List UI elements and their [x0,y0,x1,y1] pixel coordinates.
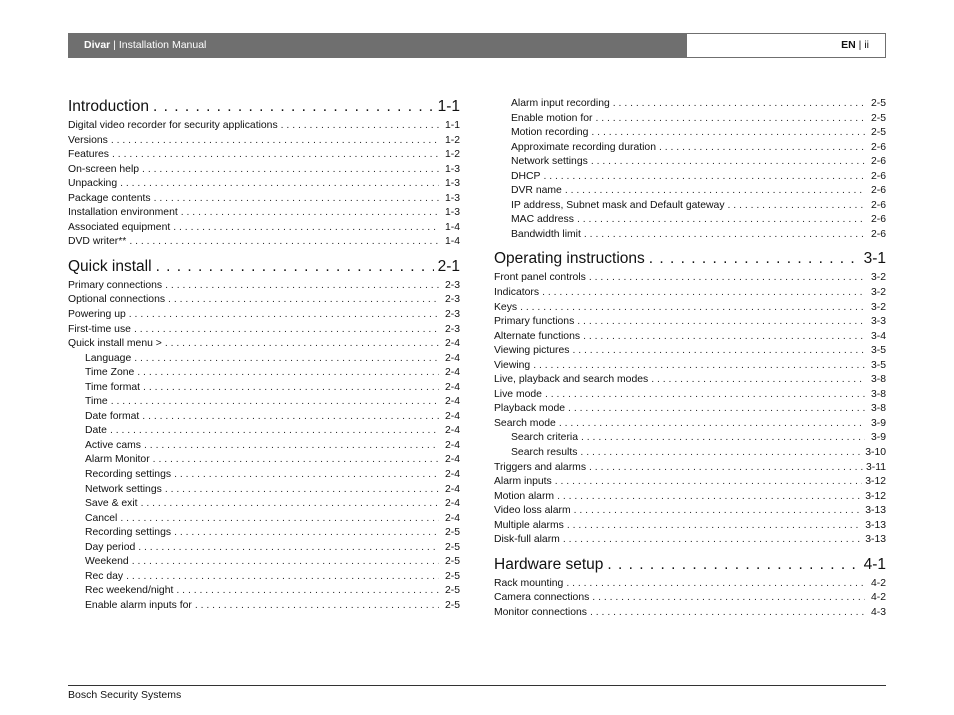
toc-subentry[interactable] [494,228,886,243]
toc-entry[interactable] [68,119,460,134]
toc-dot-leader [112,148,439,163]
toc-entry[interactable] [494,533,886,548]
toc-title: Recording settings [85,527,172,539]
toc-subentry[interactable] [68,410,460,425]
toc-page-number: 2-4 [444,498,460,510]
toc-page-number: 3-2 [870,301,886,313]
toc-entry[interactable] [68,323,460,338]
toc-subentry[interactable] [68,555,460,570]
toc-subentry[interactable] [68,468,460,483]
toc-dot-leader [545,388,865,403]
toc-dot-leader [728,199,865,214]
toc-subentry[interactable] [494,97,886,112]
toc-dot-leader [168,293,439,308]
toc-dot-leader [142,163,439,178]
toc-page-number: 1-4 [444,221,460,233]
toc-dot-leader [591,155,865,170]
toc-page-number: 1-1 [444,120,460,131]
toc-page-number: 2-3 [444,279,460,291]
toc-title: MAC address [511,214,574,226]
toc-page-number: 2-1 [437,257,460,275]
toc-entry[interactable] [494,286,886,301]
toc-title: Playback mode [494,403,566,415]
toc-dot-leader [173,221,439,236]
toc-page-number: 4-2 [870,577,886,589]
toc-title: Rec day [85,570,124,582]
toc-dot-leader [659,141,865,156]
toc-dot-leader [134,352,439,367]
toc-page-number: 1-3 [444,207,460,219]
toc-dot-leader [574,504,863,519]
toc-page-number: 2-5 [444,599,460,611]
toc-dot-leader [590,606,865,621]
footer-rule [68,685,886,686]
toc-page-number: 2-4 [444,367,460,379]
toc-title: Date [85,425,107,437]
toc-subentry[interactable] [494,112,886,127]
toc-dot-leader [138,541,439,556]
toc-page-number: 1-4 [444,236,460,248]
toc-page-number: 2-5 [444,541,460,553]
toc-title: Camera connections [494,592,590,604]
toc-subentry[interactable] [494,431,886,446]
toc-dot-leader [120,177,439,192]
toc-entry[interactable] [494,461,886,476]
toc-title: Disk-full alarm [494,534,560,546]
toc-subentry[interactable] [68,381,460,396]
toc-dot-leader [568,402,865,417]
toc-title: Search criteria [511,432,578,444]
toc-title: Enable alarm inputs for [85,599,192,611]
toc-page-number: 2-6 [870,170,886,182]
toc-title: Primary functions [494,316,575,328]
toc-title: Unpacking [68,178,118,190]
toc-dot-leader [589,271,865,286]
toc-dot-leader [613,97,865,112]
page-header [68,33,886,58]
header-separator: | [110,39,119,51]
toc-dot-leader [137,366,439,381]
toc-entry[interactable] [68,337,460,352]
toc-title: Keys [494,301,518,313]
toc-dot-leader [595,112,865,127]
toc-title: Digital video recorder for security applications [68,120,278,131]
toc-title: Search mode [494,417,556,429]
toc-title: Indicators [494,287,540,299]
toc-entry[interactable] [68,163,460,178]
toc-subentry[interactable] [68,570,460,585]
toc-entry[interactable] [68,206,460,221]
toc-page-number: 3-3 [870,316,886,328]
toc-subentry[interactable] [494,184,886,199]
toc-dot-leader [592,591,865,606]
toc-title: Active cams [85,439,142,451]
toc-page-number: 2-5 [444,585,460,597]
toc-page-number: 2-6 [870,141,886,153]
toc-title: Rec weekend/night [85,585,174,597]
toc-title: Viewing pictures [494,345,570,357]
toc-page-number: 3-2 [870,272,886,284]
toc-dot-leader [572,344,865,359]
toc-entry[interactable] [494,330,886,345]
toc-dot-leader [577,213,865,228]
toc-title: Video loss alarm [494,505,571,517]
toc-dot-leader [142,410,439,425]
toc-page-number: 2-6 [870,199,886,211]
toc-page-number: 2-3 [444,294,460,306]
toc-title: Optional connections [68,294,166,306]
toc-title: Installation environment [68,207,178,219]
toc-subentry[interactable] [68,541,460,556]
toc-page-number: 3-8 [870,403,886,415]
toc-dot-leader [563,533,862,548]
toc-dot-leader [153,96,434,118]
toc-page-number: 3-13 [865,519,886,531]
toc-entry[interactable] [68,293,460,308]
toc-subentry[interactable] [494,126,886,141]
toc-page-number: 2-5 [444,556,460,568]
toc-dot-leader [577,315,865,330]
toc-title: Save & exit [85,498,138,510]
toc-subentry[interactable] [68,497,460,512]
toc-entry[interactable] [68,192,460,207]
toc-dot-leader [649,248,860,270]
toc-page-number: 2-5 [870,112,886,124]
toc-page-number: 2-6 [870,185,886,197]
toc-title: First-time use [68,323,131,335]
toc-page-number: 3-12 [865,476,886,488]
toc-page-number: 2-5 [870,98,886,109]
toc-page-number: 2-4 [444,469,460,481]
toc-page-number: 3-13 [865,505,886,517]
toc-left-column [68,96,460,614]
toc-title: Day period [85,541,136,553]
toc-dot-leader [559,417,865,432]
toc-subentry[interactable] [68,352,460,367]
toc-page-number: 3-9 [870,417,886,429]
toc-dot-leader [542,286,865,301]
header-page-number: ii [864,39,869,51]
toc-title: Rack mounting [494,577,564,589]
toc-title: Primary connections [68,279,163,291]
toc-subentry[interactable] [68,366,460,381]
toc-title: Versions [68,134,108,146]
toc-dot-leader [557,490,862,505]
toc-section-heading[interactable] [68,256,460,278]
header-title-bar [68,33,686,58]
toc-title: Features [68,149,110,161]
toc-dot-leader [581,431,865,446]
toc-subentry[interactable] [494,170,886,185]
toc-page-number: 2-4 [444,425,460,437]
toc-entry[interactable] [68,221,460,236]
toc-dot-leader [566,577,865,592]
toc-dot-leader [174,526,439,541]
toc-title: Multiple alarms [494,519,564,531]
toc-title: Alarm Monitor [85,454,150,466]
toc-page-number: 3-5 [870,359,886,371]
toc-section-heading[interactable] [494,248,886,270]
toc-title: Viewing [494,359,531,371]
toc-dot-leader [543,170,865,185]
toc-title: Monitor connections [494,606,587,618]
toc-page-number: 2-4 [444,338,460,350]
toc-title: DVD writer** [68,236,127,248]
toc-subentry[interactable] [494,199,886,214]
toc-title: Quick install menu > [68,338,162,350]
toc-dot-leader [584,228,865,243]
toc-entry[interactable] [494,344,886,359]
toc-title: Time format [85,381,141,393]
toc-title: Date format [85,410,140,422]
toc-page-number: 1-3 [444,178,460,190]
toc-entry[interactable] [494,490,886,505]
toc-entry[interactable] [68,279,460,294]
toc-title: DVR name [511,185,562,197]
toc-title: Triggers and alarms [494,461,587,473]
toc-subentry[interactable] [68,599,460,614]
header-brand: Divar [84,39,111,51]
toc-entry[interactable] [494,388,886,403]
toc-dot-leader [156,256,434,278]
toc-entry[interactable] [494,519,886,534]
toc-page-number: 2-3 [444,323,460,335]
toc-dot-leader [555,475,862,490]
toc-subentry[interactable] [494,155,886,170]
footer-company: Bosch Security Systems [68,689,182,701]
toc-page-number: 1-2 [444,134,460,146]
toc-dot-leader [520,301,865,316]
toc-dot-leader [111,134,439,149]
toc-page-number: 3-1 [863,250,886,268]
toc-title: On-screen help [68,163,140,175]
toc-page-number: 3-8 [870,374,886,386]
toc-page-number: 2-4 [444,381,460,393]
toc-title: Bandwidth limit [511,228,581,240]
toc-dot-leader [651,373,865,388]
toc-title: IP address, Subnet mask and Default gateway [511,199,725,211]
toc-dot-leader [129,308,439,323]
toc-title: Live mode [494,388,542,400]
toc-page-number: 3-13 [865,534,886,546]
toc-subentry[interactable] [68,424,460,439]
toc-title: Alternate functions [494,330,581,342]
toc-page-number: 4-1 [863,555,886,573]
toc-subentry[interactable] [68,584,460,599]
toc-title: Language [85,352,132,364]
toc-dot-leader [154,192,439,207]
header-language: EN [841,39,856,51]
toc-title: Associated equipment [68,221,171,233]
toc-section-heading[interactable] [494,554,886,576]
toc-page-number: 2-5 [444,527,460,539]
toc-subentry[interactable] [494,141,886,156]
toc-page-number: 4-3 [870,606,886,618]
toc-dot-leader [143,381,439,396]
toc-page-number: 2-4 [444,439,460,451]
toc-dot-leader [126,570,439,585]
toc-title: Operating instructions [494,250,645,268]
toc-title: Approximate recording duration [511,141,656,153]
toc-title: Quick install [68,257,152,275]
toc-page-number: 2-6 [870,214,886,226]
toc-dot-leader [174,468,439,483]
toc-title: Time [85,396,108,408]
toc-dot-leader [165,483,439,498]
toc-entry[interactable] [494,591,886,606]
toc-title: Hardware setup [494,555,604,573]
toc-title: Front panel controls [494,272,586,284]
toc-dot-leader [591,126,865,141]
toc-page-number: 2-6 [870,156,886,168]
toc-page-number: 3-8 [870,388,886,400]
toc-dot-leader [111,395,439,410]
toc-page-number: 2-4 [444,352,460,364]
toc-page-number: 3-12 [865,490,886,502]
toc-dot-leader [132,555,439,570]
toc-page-number: 2-4 [444,483,460,495]
toc-dot-leader [281,119,439,134]
toc-page-number: 3-9 [870,432,886,444]
toc-title: DHCP [511,170,541,182]
toc-entry[interactable] [494,271,886,286]
toc-subentry[interactable] [68,453,460,468]
toc-entry[interactable] [68,148,460,163]
toc-page-number: 2-5 [444,570,460,582]
toc-title: Motion alarm [494,490,555,502]
toc-entry[interactable] [494,373,886,388]
toc-dot-leader [533,359,865,374]
toc-dot-leader [165,279,439,294]
toc-page-number: 2-5 [870,127,886,139]
toc-entry[interactable] [494,504,886,519]
toc-subentry[interactable] [68,395,460,410]
toc-page-number: 3-11 [865,461,886,473]
toc-entry[interactable] [494,315,886,330]
toc-subentry[interactable] [68,483,460,498]
toc-page-number: 3-4 [870,330,886,342]
toc-right-column [494,97,886,621]
toc-title: Network settings [511,156,588,168]
header-page-box: EN | ii [686,33,886,58]
toc-dot-leader [589,461,863,476]
toc-dot-leader [153,453,439,468]
toc-dot-leader [141,497,439,512]
toc-entry[interactable] [68,134,460,149]
toc-page-number: 1-3 [444,192,460,204]
toc-page-number: 2-4 [444,410,460,422]
toc-dot-leader [120,512,439,527]
toc-page-number: 3-10 [865,447,886,459]
toc-title: Live, playback and search modes [494,374,649,386]
header-doc-title: Installation Manual [118,39,207,51]
toc-dot-leader [607,554,859,576]
toc-dot-leader [165,337,439,352]
toc-page-number: 4-2 [870,592,886,604]
toc-title: Introduction [68,98,149,115]
toc-page-number: 2-6 [870,228,886,240]
toc-entry[interactable] [494,417,886,432]
toc-subentry[interactable] [68,439,460,454]
toc-dot-leader [144,439,439,454]
toc-title: Network settings [85,483,162,495]
toc-dot-leader [567,519,862,534]
toc-dot-leader [110,424,439,439]
toc-dot-leader [129,235,439,250]
toc-dot-leader [176,584,439,599]
toc-title: Package contents [68,192,151,204]
toc-page-number: 2-4 [444,454,460,466]
toc-dot-leader [565,184,865,199]
toc-section-heading[interactable] [68,96,460,118]
toc-title: Powering up [68,309,126,321]
toc-subentry[interactable] [68,526,460,541]
toc-title: Time Zone [85,367,135,379]
toc-title: Recording settings [85,469,172,481]
toc-title: Motion recording [511,127,589,139]
toc-page-number: 1-2 [444,149,460,161]
toc-page-number: 1-3 [444,163,460,175]
toc-entry[interactable] [494,301,886,316]
toc-dot-leader [195,599,439,614]
toc-dot-leader [181,206,439,221]
toc-entry[interactable] [68,177,460,192]
toc-entry[interactable] [494,475,886,490]
toc-title: Weekend [85,556,129,568]
toc-subentry[interactable] [494,213,886,228]
toc-subentry[interactable] [68,512,460,527]
toc-page-number: 2-4 [444,512,460,524]
toc-entry[interactable] [494,402,886,417]
toc-page-number: 3-5 [870,345,886,357]
toc-page-number: 1-1 [437,98,460,115]
toc-page-number: 2-3 [444,309,460,321]
toc-title: Enable motion for [511,112,593,124]
toc-dot-leader [134,323,439,338]
toc-title: Search results [511,447,578,459]
toc-entry[interactable] [68,308,460,323]
toc-entry[interactable] [68,235,460,250]
toc-entry[interactable] [494,359,886,374]
toc-entry[interactable] [494,606,886,621]
toc-dot-leader [580,446,862,461]
toc-title: Alarm input recording [511,98,610,109]
toc-dot-leader [583,330,865,345]
toc-subentry[interactable] [494,446,886,461]
toc-entry[interactable] [494,577,886,592]
toc-page-number: 2-4 [444,396,460,408]
toc-page-number: 3-2 [870,287,886,299]
toc-title: Cancel [85,512,118,524]
toc-title: Alarm inputs [494,476,552,488]
